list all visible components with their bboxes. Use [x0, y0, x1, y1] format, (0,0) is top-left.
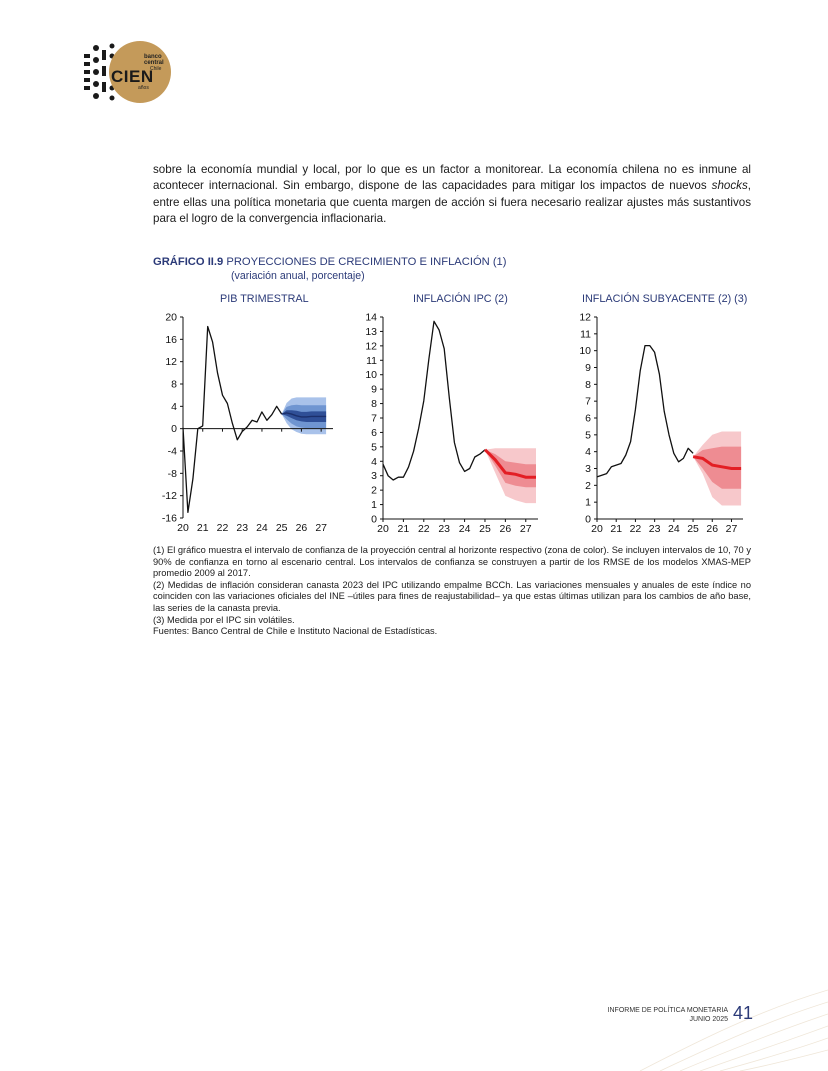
x-tick-label: 23: [648, 523, 661, 535]
figure-subtitle: (variación anual, porcentaje): [231, 270, 365, 282]
footer-decoration-lines: [600, 980, 828, 1071]
page-number: 41: [733, 1003, 754, 1023]
x-tick-label: 24: [667, 523, 680, 535]
x-tick-label: 26: [499, 523, 512, 535]
y-tick-label: 14: [365, 311, 377, 324]
y-tick-label: 7: [585, 395, 591, 408]
y-tick-label: 3: [371, 470, 377, 483]
x-tick-label: 21: [610, 523, 623, 535]
y-tick-label: -16: [161, 512, 177, 525]
y-tick-label: 12: [579, 311, 591, 324]
figure-title-text: PROYECCIONES DE CRECIMIENTO E INFLACIÓN (1): [226, 256, 507, 268]
y-tick-label: 9: [371, 383, 377, 396]
x-tick-label: 26: [295, 522, 308, 534]
note-1: (1) El gráfico muestra el intervalo de confianza de la proyección central al horizonte respectivo (zona de color). Se incluyen intervalos de 10, 70 y 90% de confianza en torno al escenario central. Los intervalos de confianza se construyen a partir de los RMSE de los modelos XMAS-MEP promedio 2009 al 2017.: [153, 545, 751, 579]
note-sources: Fuentes: Banco Central de Chile e Instituto Nacional de Estadísticas.: [153, 626, 438, 637]
logo-anos-text: años: [138, 85, 149, 91]
y-tick-label: -4: [167, 445, 177, 458]
y-tick-label: 11: [366, 354, 377, 367]
y-tick-label: 5: [371, 441, 377, 454]
x-tick-label: 22: [216, 522, 229, 534]
panel-title-ipc: INFLACIÓN IPC (2): [413, 293, 508, 305]
history-series-line: [597, 346, 693, 477]
y-tick-label: -12: [161, 490, 177, 503]
y-tick-label: 1: [585, 496, 591, 509]
chart-inflacion-subyacente: [565, 305, 755, 545]
y-tick-label: 4: [171, 400, 177, 413]
y-tick-label: 0: [171, 423, 177, 436]
y-tick-label: 12: [365, 340, 377, 353]
x-tick-label: 25: [479, 523, 491, 535]
body-italic-word: shocks: [711, 179, 748, 193]
y-tick-label: 7: [371, 412, 377, 425]
y-tick-label: 9: [585, 362, 591, 374]
y-tick-label: 2: [371, 484, 377, 497]
history-series-line: [183, 327, 282, 513]
y-tick-label: 5: [585, 429, 591, 442]
figure-label: GRÁFICO II.9: [153, 256, 224, 268]
logo-line-chile: Chile: [150, 66, 162, 72]
y-tick-label: 8: [171, 378, 177, 391]
y-tick-label: 3: [585, 463, 591, 475]
y-tick-label: 0: [585, 513, 591, 526]
x-tick-label: 20: [591, 523, 603, 535]
x-tick-label: 25: [275, 522, 288, 534]
y-tick-label: 4: [585, 446, 591, 459]
y-tick-label: 16: [165, 333, 177, 346]
y-tick-label: 8: [371, 398, 377, 411]
x-tick-label: 22: [417, 523, 430, 535]
history-series-line: [383, 321, 485, 480]
x-tick-label: 20: [177, 522, 189, 534]
panel-title-subyacente: INFLACIÓN SUBYACENTE (2) (3): [582, 293, 748, 305]
y-tick-label: -8: [167, 467, 177, 480]
y-tick-label: 12: [165, 356, 177, 369]
footer-report-title: INFORME DE POLÍTICA MONETARIA: [607, 1007, 728, 1014]
y-tick-label: 13: [365, 325, 377, 338]
x-tick-label: 20: [377, 523, 389, 535]
x-tick-label: 23: [438, 523, 451, 535]
x-tick-label: 24: [256, 522, 268, 534]
y-tick-label: 10: [365, 369, 377, 382]
y-tick-label: 2: [585, 479, 591, 492]
y-tick-label: 20: [165, 311, 177, 324]
footer-report-label: [608, 1007, 728, 1024]
logo-line-banco: banco: [144, 54, 162, 60]
x-tick-label: 21: [397, 523, 410, 535]
y-tick-label: 1: [371, 499, 377, 512]
y-tick-label: 6: [371, 426, 377, 439]
x-tick-label: 27: [315, 522, 328, 534]
x-tick-label: 23: [236, 522, 249, 534]
logo-cien-text: CIEN: [111, 67, 154, 86]
figure-title: [153, 256, 507, 268]
x-tick-label: 27: [519, 523, 532, 535]
chart-pib-trimestral: [150, 305, 345, 545]
y-tick-label: 4: [371, 455, 377, 468]
x-tick-label: 22: [629, 523, 642, 535]
panel-title-pib: PIB TRIMESTRAL: [220, 293, 309, 305]
x-tick-label: 26: [706, 523, 719, 535]
y-tick-label: 10: [579, 345, 591, 358]
x-tick-label: 27: [725, 523, 738, 535]
y-tick-label: 6: [585, 412, 591, 425]
banco-central-cien-logo: [80, 40, 172, 106]
y-tick-label: 11: [580, 328, 591, 341]
note-2: (2) Medidas de inflación consideran canasta 2023 del IPC utilizando empalme BCCh. Las variaciones mensuales y anuales de este índice no coinciden con las variaciones oficiales del INE –útiles para fines de reajustabilidad– ya que estas últimas utilizan para los cambios de año base, las series de la canasta previa.: [153, 579, 751, 613]
x-tick-label: 25: [687, 523, 699, 535]
note-3: (3) Medida por el IPC sin volátiles.: [153, 614, 295, 625]
footer-report-date: JUNIO 2025: [689, 1015, 728, 1023]
y-tick-label: 8: [585, 378, 591, 391]
logo-line-central: central: [144, 60, 164, 66]
x-tick-label: 24: [458, 523, 471, 535]
body-paragraph: sobre la economía mundial y local, por lo que es un factor a monitorear. La economía chilena no es inmune al acontecer internacional. Sin embargo, dispone de las capacidades para mitigar los impactos de nuevos shocks, entre ellas una política monetaria que cuenta margen de acción si fuera necesario realizar ajustes más sustantivos para el logro de la convergencia inflacionaria.: [153, 163, 751, 225]
y-tick-label: 0: [371, 513, 377, 526]
x-tick-label: 21: [196, 522, 209, 534]
figure-notes: [153, 545, 751, 638]
chart-inflacion-ipc: [350, 305, 545, 545]
